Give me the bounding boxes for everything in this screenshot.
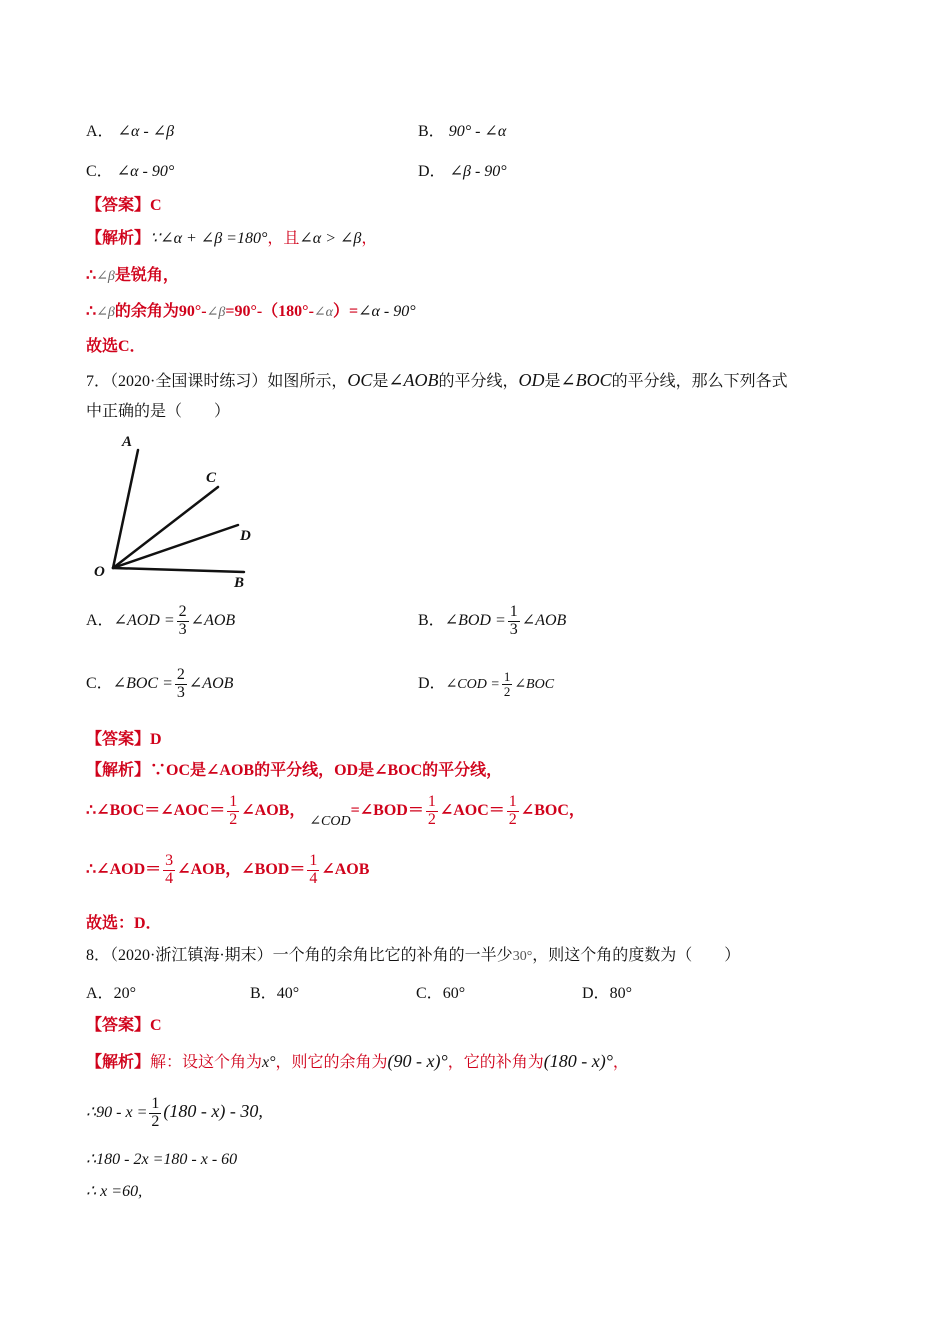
- q7-option-a: A．∠AOD = $\frac{2}{3}$ ∠AOB: [86, 603, 236, 638]
- q6-option-a: A． ∠α - ∠β: [86, 123, 175, 140]
- q6-analysis-line3: ∴∠β的余角为90°-∠β=90°-（180°-∠α）=∠α - 90°: [86, 303, 416, 320]
- label-o: O: [94, 564, 105, 580]
- q8-stem: 8．（2020·浙江镇海·期末）一个角的余角比它的补角的一半少30°，则这个角的度数为（ ）: [86, 947, 741, 964]
- q7-stem-line1: 7．（2020·全国课时练习）如图所示，OC是∠AOB的平分线，OD是∠BOC的平分线，那么下列各式: [86, 370, 788, 390]
- q7-analysis-line3: ∴∠AOD＝ $\frac{3}{4}$ ∠AOB，∠BOD＝ $\frac{1}{4}$ ∠AOB: [86, 852, 370, 887]
- q8-analysis-step2: ∴180 - 2x =180 - x - 60: [86, 1151, 238, 1168]
- q7-analysis-line1: 【解析】∵OC是∠AOB的平分线，OD是∠BOC的平分线，: [86, 762, 503, 779]
- q8-option-c: C．60°: [416, 985, 466, 1002]
- q8-analysis-line1: 【解析】解：设这个角为x°，则它的余角为(90 - x)°，它的补角为(180 - x)°，: [86, 1051, 629, 1071]
- q7-angle-figure: [86, 430, 266, 590]
- q7-stem-line2: 中正确的是（ ）: [86, 403, 231, 420]
- label-b: B: [234, 575, 245, 590]
- q7-option-d: D．∠COD = $\frac{1}{2}$ ∠BOC: [418, 669, 555, 699]
- q7-option-b: B．∠BOD = $\frac{1}{3}$ ∠AOB: [418, 603, 567, 638]
- q6-option-d: D． ∠β - 90°: [418, 163, 507, 180]
- q8-analysis-step1: ∴90 - x = $\frac{1}{2}$ (180 - x) - 30,: [86, 1095, 263, 1130]
- q6-option-d-expr: ∠β - 90°: [449, 163, 507, 180]
- q8-analysis-step3: ∴ x =60,: [86, 1183, 143, 1200]
- q8-option-a: A．20°: [86, 985, 136, 1002]
- q6-option-c: C． ∠α - 90°: [86, 163, 175, 180]
- q6-answer: 【答案】C: [86, 197, 162, 214]
- q8-option-d: D．80°: [582, 985, 632, 1002]
- label-d: D: [240, 528, 251, 544]
- q8-option-b: B．40°: [250, 985, 300, 1002]
- q7-option-c: C．∠BOC = $\frac{2}{3}$ ∠AOB: [86, 666, 234, 701]
- label-a: A: [122, 434, 133, 450]
- q6-option-b: B． 90° - ∠α: [418, 123, 507, 140]
- q6-analysis-line2: ∴∠β是锐角，: [86, 267, 179, 284]
- q7-answer: 【答案】D: [86, 731, 162, 748]
- q7-analysis-conclusion: 故选：D．: [86, 915, 162, 932]
- q6-option-a-expr: ∠α - ∠β: [117, 123, 175, 140]
- q8-answer: 【答案】C: [86, 1017, 162, 1034]
- ray-ob: [113, 568, 244, 572]
- q6-analysis-conclusion: 故选C．: [86, 338, 146, 355]
- ray-od: [113, 525, 238, 568]
- q6-analysis-line1: 【解析】∵∠α + ∠β =180°，且∠α > ∠β，: [86, 230, 378, 247]
- q6-option-b-expr: 90° - ∠α: [448, 123, 507, 140]
- label-c: C: [206, 470, 217, 486]
- q6-option-c-expr: ∠α - 90°: [116, 163, 175, 180]
- q7-analysis-line2: ∴∠BOC＝∠AOC＝ $\frac{1}{2}$ ∠AOB， ∠COD=∠BOD＝ $\frac{1}{2}$ ∠AOC＝ $\frac{1}{2}$ ∠BOC，: [86, 793, 585, 829]
